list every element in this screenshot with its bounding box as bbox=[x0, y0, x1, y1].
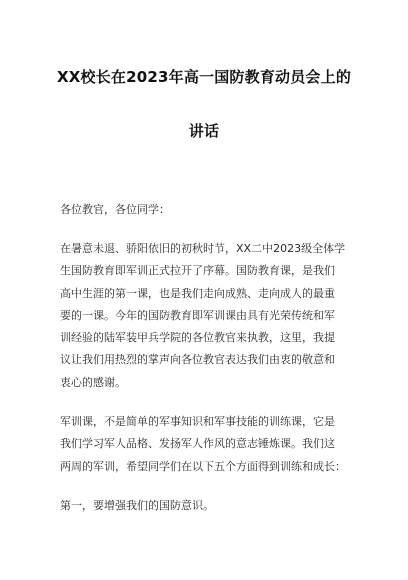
paragraph-line: 衷心的感谢。 bbox=[60, 375, 126, 389]
paragraph-1 bbox=[60, 238, 360, 394]
paragraph-line: 议让我们用热烈的掌声向各位教官表达我们由衷的敬意和 bbox=[60, 353, 335, 367]
paragraph-line: 我们学习军人品格、发扬军人作风的意志锤炼课。我们这 bbox=[60, 437, 335, 451]
paragraph-2 bbox=[60, 411, 360, 478]
paragraph-line: 要的一课。今年的国防教育即军训课由具有光荣传统和军 bbox=[60, 308, 335, 322]
paragraph-line: 生国防教育即军训正式拉开了序幕。国防教育课，是我们 bbox=[60, 264, 335, 278]
paragraph-line: 训经验的陆军装甲兵学院的各位教官来执教，这里，我提 bbox=[60, 331, 335, 345]
greeting: 各位教官，各位同学： bbox=[60, 203, 170, 216]
document-title-line-2: 讲话 bbox=[188, 122, 220, 140]
paragraph-line: 高中生涯的第一课，也是我们走向成熟、走向成人的最重 bbox=[60, 286, 335, 300]
paragraph-line: 第一，要增强我们的国防意识。 bbox=[60, 499, 214, 512]
paragraph-line: 在暑意未退、骄阳依旧的初秋时节，XX二中2023级全体学 bbox=[60, 242, 346, 255]
document-title-line-1: XX校长在2023年高一国防教育动员会上的 bbox=[56, 68, 352, 86]
paragraph-line: 两周的军训，希望同学们在以下五个方面得到训练和成长： bbox=[60, 459, 346, 473]
paragraph-3 bbox=[60, 495, 360, 517]
paragraph-line: 军训课，不是简单的军事知识和军事技能的训练课，它是 bbox=[60, 415, 335, 428]
